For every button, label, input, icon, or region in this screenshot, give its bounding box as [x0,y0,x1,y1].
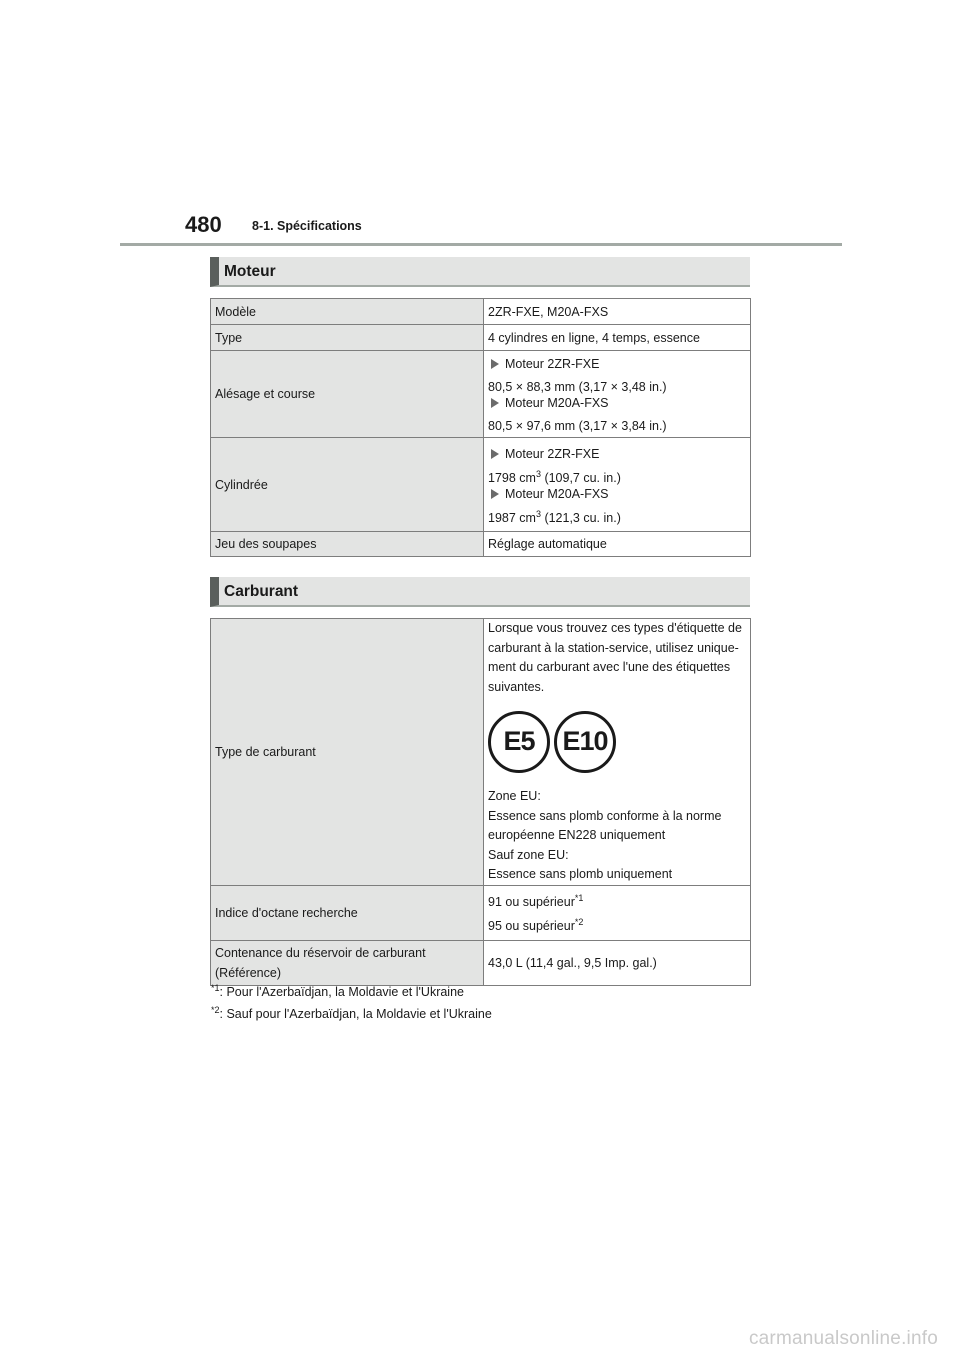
row-value: 43,0 L (11,4 gal., 9,5 Imp. gal.) [484,940,751,985]
fuel-detail-line: Zone EU: [488,789,541,803]
displacement-value: 1987 $cm^3$ (121,3 cu. in.) [488,508,621,525]
header-divider [120,243,842,246]
triangle-bullet-icon [491,489,499,499]
row-label: Alésage et course [211,351,484,438]
octane-value: 91 ou supérieur$^{*1}$ [488,892,584,909]
row-label: Contenance du réservoir de carburant (Référence) [211,940,484,985]
fuel-label-badges [488,711,746,773]
row-value [484,438,751,532]
triangle-bullet-icon [491,449,499,459]
section-title: 8-1. Spécifications [252,219,362,233]
engine-spec-table [210,298,751,557]
row-value: 4 cylindres en ligne, 4 temps, essence [484,325,751,351]
row-label: Type [211,325,484,351]
fuel-detail-line: Sauf zone EU: [488,847,569,862]
footnote-ref: *1 [574,892,584,903]
triangle-bullet-icon [491,359,499,369]
fuel-section-heading [210,577,750,607]
table-row [211,438,751,532]
footnote-ref: *2 [574,916,584,927]
table-row [211,532,751,557]
row-label: Modèle [211,299,484,325]
engine-variant-bullet: Moteur 2ZR-FXE [488,446,746,462]
fuel-badge-e5: E5 [488,711,550,773]
watermark: carmanualsonline.info [748,1328,938,1349]
fuel-intro-line: carburant à la station-service, utilisez unique- [488,640,739,655]
engine-section-title: Moteur [224,263,276,280]
bore-stroke-value: 80,5 × 88,3 mm (3,17 × 3,48 in.) [488,380,667,394]
fuel-detail-line: Essence sans plomb conforme à la norme [488,808,722,823]
table-row [211,940,751,985]
fuel-detail-line: européenne EN228 uniquement [488,828,666,842]
row-label: Cylindrée [211,438,484,532]
engine-variant-bullet: Moteur 2ZR-FXE [488,356,746,372]
fuel-intro-line: ment du carburant avec l'une des étiquettes [488,660,731,674]
fuel-detail-line: Essence sans plomb uniquement [488,867,673,881]
fuel-intro-line: Lorsque vous trouvez ces types d'étiquette de [488,621,742,635]
fuel-badge-e10: E10 [554,711,616,773]
bore-stroke-value: 80,5 × 97,6 mm (3,17 × 3,84 in.) [488,419,667,433]
displacement-value: 1798 $cm^3$ (109,7 cu. in.) [488,468,621,485]
table-row [211,619,751,886]
footnote: $^{*1}$: Pour l'Azerbaïdjan, la Moldavie et l'Ukraine [211,982,464,999]
row-label: Type de carburant [211,619,484,886]
footnote: $^{*2}$: Sauf pour l'Azerbaïdjan, la Moldavie et l'Ukraine [211,1004,492,1021]
engine-section-heading [210,257,750,287]
row-value [484,885,751,940]
table-row [211,351,751,438]
octane-value: 95 ou supérieur$^{*2}$ [488,916,584,933]
table-row [211,299,751,325]
row-label: Indice d'octane recherche [211,885,484,940]
row-value [484,619,751,886]
engine-variant-bullet: Moteur M20A-FXS [488,395,746,411]
fuel-spec-table [210,618,751,986]
row-value [484,351,751,438]
table-row [211,885,751,940]
row-value: Réglage automatique [484,532,751,557]
row-label: Jeu des soupapes [211,532,484,557]
page-number: 480 [185,212,222,237]
engine-variant-bullet: Moteur M20A-FXS [488,486,746,502]
fuel-section-title: Carburant [224,583,299,600]
fuel-intro-line: suivantes. [488,679,545,694]
triangle-bullet-icon [491,398,499,408]
row-value: 2ZR-FXE, M20A-FXS [484,299,751,325]
table-row [211,325,751,351]
